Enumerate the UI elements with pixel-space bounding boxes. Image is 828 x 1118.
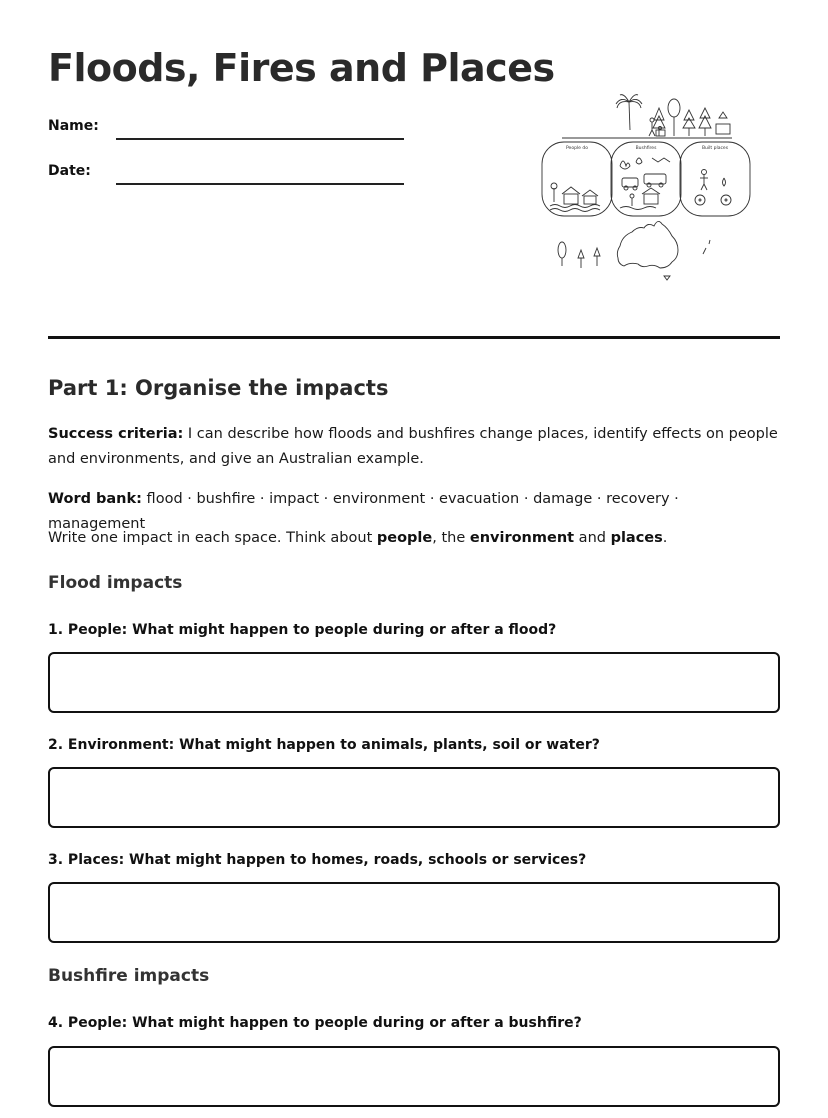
bushfire-scene-icon bbox=[620, 158, 670, 210]
instruction-bold-people: people bbox=[376, 530, 433, 546]
answer-box-1[interactable] bbox=[48, 652, 780, 713]
answer-box-2[interactable] bbox=[48, 767, 780, 828]
instruction-text-1: Write one impact in each space. Think about bbox=[48, 530, 377, 546]
small-mark-icon bbox=[703, 248, 706, 254]
success-criteria-label: Success criteria: bbox=[48, 426, 184, 442]
question-4: 4. People: What might happen to people during or after a bushfire? bbox=[48, 1015, 582, 1031]
success-criteria-text: I can describe how floods and bushfires change places, identify effects on people and environments, and give an Australian example. bbox=[48, 426, 778, 467]
instruction-bold-environment: environment bbox=[469, 530, 575, 546]
tasmania-icon bbox=[664, 276, 670, 280]
bushfire-impacts-heading: Bushfire impacts bbox=[48, 966, 210, 986]
instruction-text-4: . bbox=[662, 530, 668, 546]
date-line[interactable] bbox=[116, 183, 404, 185]
flood-house-icon bbox=[550, 183, 600, 212]
question-3: 3. Places: What might happen to homes, roads, schools or services? bbox=[48, 852, 587, 868]
header-divider bbox=[48, 336, 780, 339]
name-line[interactable] bbox=[116, 138, 404, 140]
australia-map-icon bbox=[617, 221, 678, 268]
panel-built-places bbox=[680, 142, 750, 216]
word-bank-text: flood · bushfire · impact · environment · evacuation · damage · recovery · management bbox=[48, 491, 679, 532]
success-criteria bbox=[48, 422, 780, 472]
date-label: Date: bbox=[48, 163, 91, 179]
answer-box-3[interactable] bbox=[48, 882, 780, 943]
name-label: Name: bbox=[48, 118, 99, 134]
instruction-bold-places: places bbox=[610, 530, 663, 546]
instruction-text-3: and bbox=[574, 530, 611, 546]
built-places-icon bbox=[695, 170, 731, 206]
instructions bbox=[48, 526, 780, 551]
worksheet-title: Floods, Fires and Places bbox=[48, 46, 555, 90]
question-2: 2. Environment: What might happen to animals, plants, soil or water? bbox=[48, 737, 600, 753]
flood-impacts-heading: Flood impacts bbox=[48, 573, 183, 593]
panel-label-built-places: Built places bbox=[701, 146, 729, 151]
instruction-text-2: , the bbox=[432, 530, 470, 546]
worksheet-illustration bbox=[532, 88, 762, 288]
answer-box-4[interactable] bbox=[48, 1046, 780, 1107]
palm-tree-icon bbox=[616, 95, 642, 130]
question-1: 1. People: What might happen to people during or after a flood? bbox=[48, 622, 557, 638]
panel-bushfires bbox=[611, 142, 681, 216]
panel-label-people: People do bbox=[566, 146, 588, 151]
part1-title: Part 1: Organise the impacts bbox=[48, 376, 389, 400]
word-bank-label: Word bank: bbox=[48, 491, 142, 507]
small-trees-icon bbox=[558, 242, 600, 268]
panel-label-bushfires: Bushfires bbox=[635, 146, 657, 151]
